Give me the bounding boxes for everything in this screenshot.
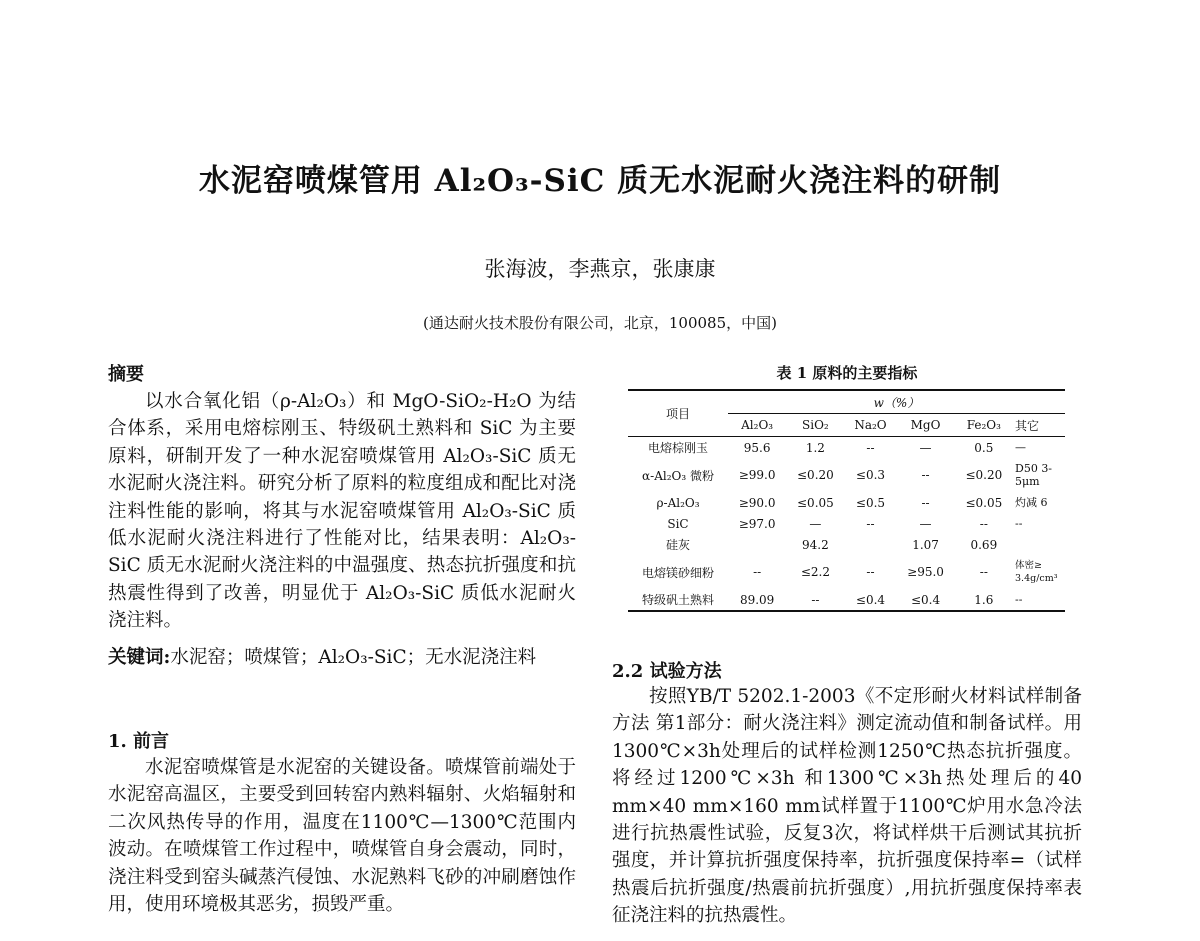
- table-cell: —: [919, 440, 932, 455]
- table-cell: —: [1015, 441, 1026, 454]
- table-row-name: 电熔镁砂细粉: [641, 565, 714, 580]
- table-cell: --: [866, 440, 875, 455]
- table-cell: 1.07: [912, 537, 939, 552]
- table1-col: Fe₂O₃: [955, 414, 1013, 437]
- table-cell: D50 3-5μm: [1015, 462, 1053, 488]
- table-cell: --: [921, 495, 930, 510]
- table-cell: --: [979, 516, 988, 531]
- table1-col: MgO: [896, 414, 954, 437]
- table1-col: Al₂O₃: [728, 414, 786, 437]
- table1-col: SiO₂: [786, 414, 844, 437]
- table-cell: ≤0.20: [797, 468, 834, 482]
- table-row-name: 硅灰: [665, 538, 690, 552]
- table-cell: ≤0.05: [797, 495, 834, 510]
- affiliation: (通达耐火技术股份有限公司，北京，100085，中国): [423, 314, 777, 332]
- table-cell: —: [919, 516, 932, 531]
- table-cell: --: [1015, 517, 1023, 530]
- table-cell: 1.2: [805, 440, 825, 455]
- section1-heading: 1. 前言: [108, 731, 170, 752]
- table-cell: 95.6: [743, 440, 771, 455]
- table-row: [628, 492, 1065, 513]
- table1-group-header: w（%）: [728, 390, 1065, 414]
- table-row: [628, 513, 1065, 534]
- table-cell: 0.5: [974, 440, 994, 455]
- keywords-label: 关键词:: [108, 647, 171, 668]
- section1-body: 水泥窑喷煤管是水泥窑的关键设备。喷煤管前端处于水泥窑高温区，主要受到回转窑内熟料辐射、火焰辐射和二次风热传导的作用，温度在1100℃—1300℃范围内波动。在喷煤管工作过程中，喷煤管自身会震动，同时，浇注料受到窑头碱蒸汽侵蚀、水泥熟料飞砂的冲刷磨蚀作用，使用环境极其恶劣，损毁严重。: [108, 757, 576, 916]
- table-cell: 0.69: [970, 537, 998, 552]
- table-cell: [845, 534, 897, 555]
- table-cell: --: [866, 565, 875, 579]
- table-row-name: 特级矾土熟料: [628, 589, 728, 611]
- table-row: [628, 589, 1065, 611]
- table-cell: 94.2: [802, 537, 829, 552]
- table-row: [628, 534, 1065, 555]
- table-cell: ≥95.0: [907, 565, 944, 579]
- table1-col: Na₂O: [845, 414, 897, 437]
- table-cell: --: [979, 565, 988, 579]
- table-cell: ≤0.05: [965, 495, 1003, 510]
- authors: 张海波，李燕京，张康康: [484, 257, 716, 281]
- section22-heading: 2.2 试验方法: [612, 661, 722, 682]
- table-row: [628, 437, 1065, 459]
- keywords: [108, 644, 576, 671]
- table-row-name: α-Al₂O₃ 微粉: [642, 468, 714, 483]
- abstract-heading: 摘要: [108, 364, 144, 385]
- table-row-name: ρ-Al₂O₃: [656, 495, 700, 510]
- table-cell: ≥97.0: [738, 516, 776, 531]
- table-cell: 灼减 6: [1015, 496, 1048, 509]
- table-cell: 体密≥ 3.4g/cm³: [1015, 560, 1058, 584]
- table-cell: ≤0.4: [896, 589, 954, 611]
- section22-body: 按照YB/T 5202.1-2003《不定形耐火材料试样制备方法 第1部分：耐火浇注料》测定流动值和制备试样。用1300℃×3h处理后的试样检测1250℃热态抗折强度。将经过1200℃×3h 和1300℃×3h热处理后的40 mm×40 mm×160 mm试样置于1100℃炉用水急冷法进行抗热震性试验，反复3次，将试样烘干后测试其抗折强度，并计算抗折强度保持率，抗折强度保持率=（试样热震后抗折强度/热震前抗折强度）,用抗折强度保持率表征浇注料的抗热震性。: [612, 686, 1082, 927]
- paper-title: 水泥窑喷煤管用 Al₂O₃-SiC 质无水泥耐火浇注料的研制: [198, 163, 1002, 199]
- table-cell: ≤0.4: [845, 589, 897, 611]
- table-cell: --: [753, 565, 762, 579]
- table-cell: [728, 534, 786, 555]
- table1-col: 其它: [1013, 414, 1065, 437]
- table-row: [628, 458, 1065, 492]
- table-cell: --: [786, 589, 844, 611]
- table-cell: ≤0.20: [965, 468, 1003, 482]
- table1-item-header: 项目: [628, 390, 728, 437]
- table1-caption: 表 1 原料的主要指标: [776, 364, 918, 382]
- table1: [628, 389, 1065, 612]
- table-cell: --: [921, 468, 930, 482]
- table-cell: 1.6: [955, 589, 1013, 611]
- table-cell: 89.09: [728, 589, 786, 611]
- keywords-text: 水泥窑；喷煤管；Al₂O₃-SiC；无水泥浇注料: [170, 647, 537, 668]
- table-cell: ≥99.0: [738, 468, 776, 482]
- table-cell: ≤2.2: [800, 565, 830, 579]
- table-cell: ≥90.0: [738, 495, 776, 510]
- table-row-name: 电熔棕刚玉: [647, 441, 708, 455]
- table-cell: ≤0.5: [855, 495, 886, 510]
- table-cell: ≤0.3: [855, 468, 886, 482]
- table-cell: [1013, 534, 1065, 555]
- table-cell: --: [1013, 589, 1065, 611]
- table-row-name: SiC: [667, 516, 689, 531]
- table-cell: --: [866, 516, 875, 531]
- table-cell: —: [809, 516, 822, 531]
- table-row: [628, 555, 1065, 589]
- abstract-body: 以水合氧化铝（ρ-Al₂O₃）和 MgO-SiO₂-H₂O 为结合体系，采用电熔棕刚玉、特级矾土熟料和 SiC 为主要原料，研制开发了一种水泥窑喷煤管用 Al₂O₃-SiC 质无水泥耐火浇注料。研究分析了原料的粒度组成和配比对浇注料性能的影响，将其与水泥窑喷煤管用 Al₂O₃-SiC 质低水泥耐火浇注料进行了性能对比，结果表明：Al₂O₃-SiC 质无水泥耐火浇注料的中温强度、热态抗折强度和抗热震性得到了改善，明显优于 Al₂O₃-SiC 质低水泥耐火浇注料。: [108, 391, 576, 632]
